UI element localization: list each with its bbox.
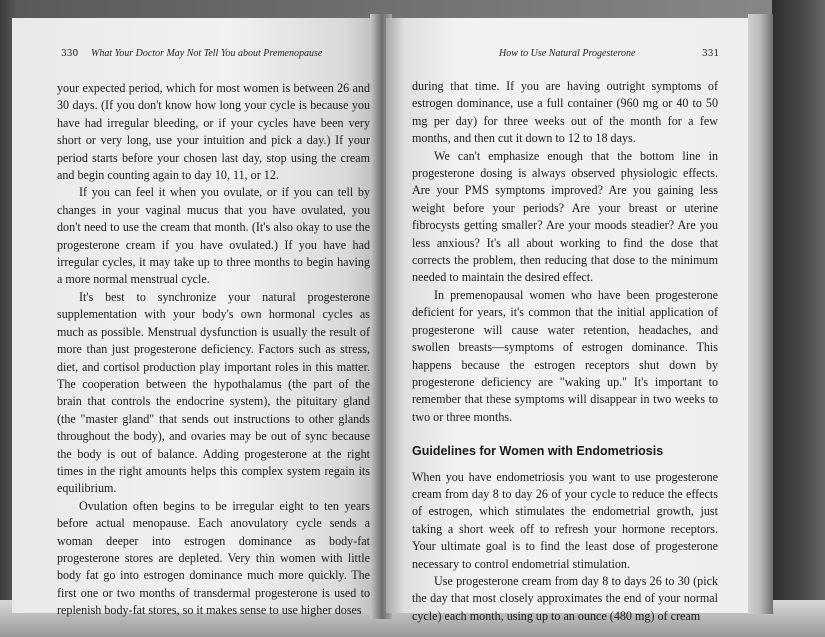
right-running-title: How to Use Natural Progesterone <box>499 48 636 59</box>
page-stack-edge <box>748 14 773 614</box>
section-subheading: Guidelines for Women with Endometriosis <box>412 444 664 459</box>
paragraph: In premenopausal women who have been progesterone deficient for years, it's common that the initial application of progesterone will cause water retention, headaches, and swollen breasts—symptoms of estrogen dominance. This happens because the estrogen receptors shut down by progesterone deficiency are "waking up." It's important to remember that these symptoms will disappear in two weeks to two or three months. <box>412 287 718 424</box>
right-page-body <box>412 78 718 625</box>
paragraph: Ovulation often begins to be irregular eight to ten years before actual menopause. Each anovulatory cycle sends a woman deeper into estrogen dominance as body-fat progesterone stores are depleted. Very thin women with little body fat go into estrogen dominance much more quickly. The first one or two months of transdermal progesterone is used to replenish body-fat stores, so it makes sense to use higher doses <box>57 498 370 618</box>
right-page <box>386 18 748 623</box>
paragraph: Use progesterone cream from day 8 to days 26 to 30 (pick the day that most closely approximates the end of your normal cycle) each month, using up to an ounce (480 mg) of cream <box>412 573 718 623</box>
paragraph: during that time. If you are having outright symptoms of estrogen dominance, use a full container (960 mg or 40 to 50 mg per day) for three weeks out of the month for a few months, and then cut it down to 12 to 18 days. <box>412 79 718 146</box>
paragraph: When you have endometriosis you want to use progesterone cream from day 8 to day 26 of your cycle to reduce the effects of estrogen, which stimulates the endometrial growth, just taking a short week off to refresh your hormone receptors. Your ultimate goal is to find the least dose of progesterone necessary to control endometrial stimulation. <box>412 469 718 571</box>
scanner-edge-shadow <box>772 0 825 637</box>
paragraph: your expected period, which for most women is between 26 and 30 days. (If you don't know how long your cycle is because you have had irregular bleeding, or if your cycles have been very short or very long, use your intuition and pick a day.) If your period starts before your chosen last day, stop using the cream and begin counting again to day 10, 11, or 12. <box>57 81 370 183</box>
paragraph: We can't emphasize enough that the bottom line in progesterone dosing is always observed physiologic effects. Are your PMS symptoms improved? Are you gaining less weight before your periods? Are your breast or uterine fibrocysts getting smaller? Are your moods steadier? Are you less anxious? It's all about working to find the dose that corrects the problem, then reducing that dose to the minimum needed to maintain the desired effect. <box>412 148 718 285</box>
paragraph: If you can feel it when you ovulate, or if you can tell by changes in your vaginal mucus that you have ovulated, you don't need to use the cream that month. (It's also okay to use the progesterone cream if you have ovulated.) If you have had irregular cycles, it may take up to three months to begin having a more normal menstrual cycle. <box>57 185 370 287</box>
paragraph: It's best to synchronize your natural progesterone supplementation with your body's own hormonal cycles as much as possible. Menstrual dysfunction is usually the result of more than just progesterone deficiency. Factors such as stress, diet, and cortisol production play important roles in this matter. The cooperation between the hypothalamus (the part of the brain that controls the endocrine system), the pituitary gland (the "master gland" that sends out instructions to other glands throughout the body), and ovaries may be out of sync because the body is out of balance. Adding progesterone at the right times in the right amounts helps this complex system regain its equilibrium. <box>57 289 370 496</box>
left-page <box>12 18 376 618</box>
left-running-title: What Your Doctor May Not Tell You about Premenopause <box>91 48 323 59</box>
left-page-number: 330 <box>61 49 79 59</box>
right-page-number: 331 <box>702 49 720 59</box>
left-page-body <box>57 80 370 620</box>
bleed-through-text <box>57 540 58 552</box>
